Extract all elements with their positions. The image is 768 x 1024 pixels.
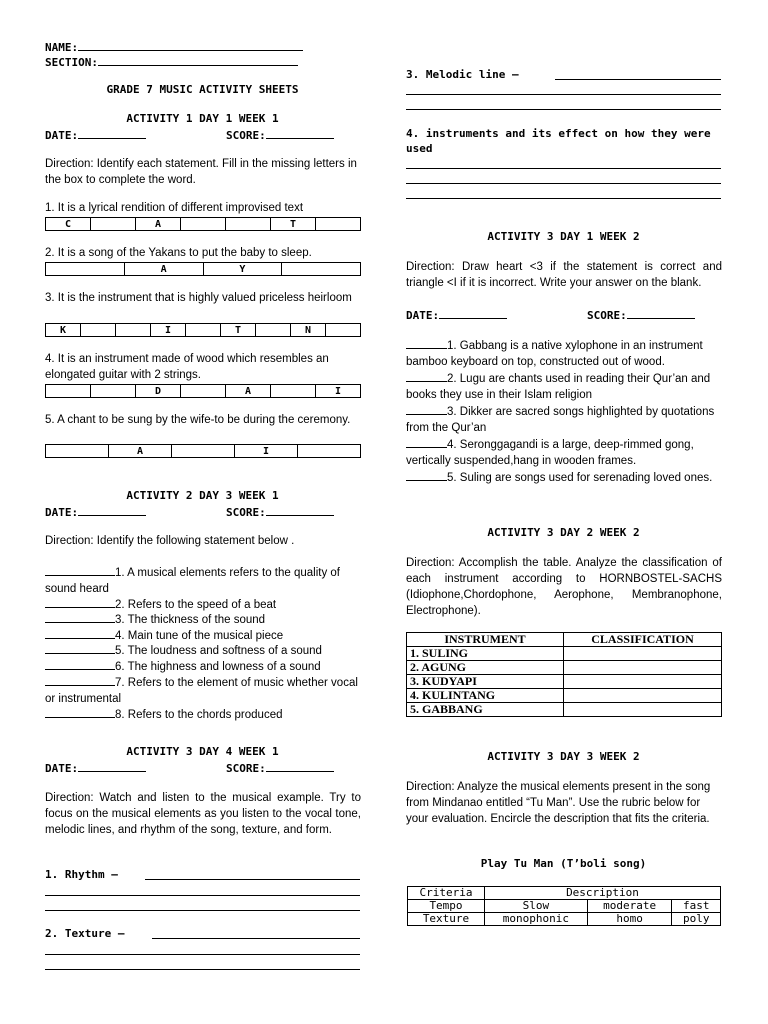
act2-title: ACTIVITY 2 DAY 3 WEEK 1	[126, 489, 279, 502]
instrument-cell: 3. KUDYAPI	[407, 675, 564, 689]
act1-q5: 5. A chant to be sung by the wife-to be during the ceremony.	[45, 414, 351, 426]
list-item: 2. Refers to the speed of a beat	[45, 596, 363, 613]
letter-box[interactable]	[181, 385, 226, 398]
letter-box[interactable]: A	[136, 218, 181, 231]
answer-blank[interactable]	[45, 627, 115, 639]
answer-blank[interactable]	[406, 436, 447, 448]
classification-cell[interactable]	[564, 647, 722, 661]
letter-box[interactable]: N	[291, 324, 326, 337]
act1-q4: 4. It is an instrument made of wood which resembles an elongated guitar with 2 strings.	[45, 353, 329, 381]
list-item: 3. The thickness of the sound	[45, 611, 363, 628]
song-title: Play Tu Man (T’boli song)	[480, 857, 647, 870]
instruments-label: 4. instruments and its effect on how they were used	[406, 127, 711, 155]
name-blank[interactable]	[78, 39, 303, 51]
option-cell[interactable]: moderate	[587, 900, 672, 913]
act3d1w2-title: ACTIVITY 3 DAY 1 WEEK 2	[487, 230, 640, 243]
act3d1w2-score-blank[interactable]	[627, 307, 695, 319]
act1-direction: Direction: Identify each statement. Fill in the missing letters in the box to complete the word.	[45, 158, 357, 186]
act3w1-direction: Direction: Watch and listen to the musical example. Try to focus on the musical elements as you listen to the vocal tone, melodic lines, and rhythm of the song, texture, and form.	[45, 792, 361, 836]
classification-header: CLASSIFICATION	[564, 633, 722, 647]
act3d3w2-title: ACTIVITY 3 DAY 3 WEEK 2	[487, 750, 640, 763]
answer-blank[interactable]	[406, 403, 447, 415]
answer-blank[interactable]	[45, 706, 115, 718]
texture-answer-line[interactable]	[45, 954, 360, 955]
act2-list	[45, 564, 363, 723]
letter-box[interactable]: A	[226, 385, 271, 398]
section-label: SECTION:	[45, 56, 98, 69]
letter-box[interactable]: D	[136, 385, 181, 398]
act3d3w2-direction: Direction: Analyze the musical elements present in the song from Mindanao entitled “Tu Man”. Use the rubric below for your evaluation. Encircle the description that fits the criteria.	[406, 781, 711, 825]
option-cell[interactable]: fast	[672, 900, 721, 913]
list-item: 5. The loudness and softness of a sound	[45, 642, 363, 659]
list-item: 6. The highness and lowness of a sound	[45, 658, 363, 675]
act1-score	[226, 127, 334, 142]
option-cell[interactable]: monophonic	[485, 913, 588, 926]
act2-date-label: DATE:	[45, 506, 79, 519]
act3d1w2-direction: Direction: Draw heart <3 if the statement is correct and triangle <I if it is incorrect. Write your answer on the blank.	[406, 261, 722, 289]
rhythm-label: 1. Rhythm –	[45, 868, 118, 881]
letter-box[interactable]	[46, 385, 91, 398]
letter-box[interactable]	[91, 385, 136, 398]
letter-box[interactable]: T	[271, 218, 316, 231]
letter-box[interactable]	[271, 385, 316, 398]
act2-date	[45, 504, 146, 519]
act1-q3-boxes	[45, 323, 361, 337]
melodic-answer-line[interactable]	[555, 79, 721, 80]
act1-date	[45, 127, 146, 142]
texture-label: 2. Texture –	[45, 927, 125, 940]
section-field[interactable]	[45, 54, 298, 69]
act3w1-date	[45, 760, 146, 775]
table-row	[407, 703, 722, 717]
classification-cell[interactable]	[564, 703, 722, 717]
act1-q5-boxes	[45, 444, 361, 458]
letter-box[interactable]	[116, 324, 151, 337]
act1-score-blank[interactable]	[266, 127, 334, 139]
page-title: GRADE 7 MUSIC ACTIVITY SHEETS	[106, 83, 299, 96]
instrument-cell: 2. AGUNG	[407, 661, 564, 675]
list-item: 8. Refers to the chords produced	[45, 706, 363, 723]
criteria-cell: Tempo	[408, 900, 485, 913]
option-cell[interactable]: poly	[672, 913, 721, 926]
act1-q2-boxes	[45, 262, 361, 276]
list-item: 5. Suling are songs used for serenading loved ones.	[406, 469, 722, 486]
answer-blank[interactable]	[406, 370, 447, 382]
list-item: 2. Lugu are chants used in reading their Qur’an and books they use in their Islam religion	[406, 370, 722, 403]
section-blank[interactable]	[98, 54, 298, 66]
letter-box[interactable]	[172, 445, 235, 458]
name-label: NAME:	[45, 41, 79, 54]
letter-box[interactable]: I	[316, 385, 361, 398]
classification-cell[interactable]	[564, 689, 722, 703]
act1-date-blank[interactable]	[78, 127, 146, 139]
letter-box[interactable]: A	[124, 263, 203, 276]
act3d2w2-title: ACTIVITY 3 DAY 2 WEEK 2	[487, 526, 640, 539]
rhythm-answer-line[interactable]	[145, 879, 360, 880]
act1-date-label: DATE:	[45, 129, 79, 142]
act1-q2: 2. It is a song of the Yakans to put the baby to sleep.	[45, 247, 312, 259]
act1-score-label: SCORE:	[226, 129, 266, 142]
act3w1-date-label: DATE:	[45, 762, 79, 775]
letter-box[interactable]	[181, 218, 226, 231]
criteria-header: Criteria	[408, 887, 485, 900]
answer-blank[interactable]	[45, 658, 115, 670]
option-cell[interactable]: Slow	[485, 900, 588, 913]
criteria-cell: Texture	[408, 913, 485, 926]
texture-answer-line[interactable]	[152, 938, 360, 939]
act1-q3: 3. It is the instrument that is highly valued priceless heirloom	[45, 292, 352, 304]
answer-blank[interactable]	[45, 564, 115, 576]
letter-box[interactable]: K	[46, 324, 81, 337]
melodic-answer-line[interactable]	[406, 94, 721, 95]
act2-score-label: SCORE:	[226, 506, 266, 519]
table-row	[408, 900, 721, 913]
instruments-answer-line[interactable]	[406, 168, 721, 169]
answer-blank[interactable]	[406, 469, 447, 481]
letter-box[interactable]: I	[235, 445, 298, 458]
table-row	[407, 647, 722, 661]
act3w1-score	[226, 760, 334, 775]
act2-date-blank[interactable]	[78, 504, 146, 516]
instrument-cell: 1. SULING	[407, 647, 564, 661]
table-header-row	[407, 633, 722, 647]
instrument-cell: 5. GABBANG	[407, 703, 564, 717]
act3d1w2-date-blank[interactable]	[439, 307, 507, 319]
option-cell[interactable]: homo	[587, 913, 672, 926]
act1-title: ACTIVITY 1 DAY 1 WEEK 1	[126, 112, 279, 125]
act1-q1-boxes	[45, 217, 361, 231]
act3w1-title: ACTIVITY 3 DAY 4 WEEK 1	[126, 745, 279, 758]
classification-cell[interactable]	[564, 661, 722, 675]
table-header-row	[408, 887, 721, 900]
letter-box[interactable]	[316, 218, 361, 231]
list-item: 1. Gabbang is a native xylophone in an instrument bamboo keyboard on top, constructed out of wood.	[406, 337, 722, 370]
letter-box[interactable]: A	[109, 445, 172, 458]
classification-cell[interactable]	[564, 675, 722, 689]
list-item: 1. A musical elements refers to the quality of sound heard	[45, 564, 363, 597]
letter-box[interactable]	[256, 324, 291, 337]
letter-box[interactable]: Y	[203, 263, 282, 276]
answer-blank[interactable]	[45, 611, 115, 623]
melodic-answer-line[interactable]	[406, 109, 721, 110]
letter-box[interactable]: T	[221, 324, 256, 337]
letter-box[interactable]	[282, 263, 361, 276]
letter-box[interactable]	[186, 324, 221, 337]
table-row	[408, 913, 721, 926]
act3d1w2-date	[406, 307, 507, 322]
rubric-table	[407, 886, 721, 926]
instruments-answer-line[interactable]	[406, 198, 721, 199]
act3d1w2-date-label: DATE:	[406, 309, 440, 322]
act3w1-score-blank[interactable]	[266, 760, 334, 772]
act1-q1: 1. It is a lyrical rendition of different improvised text	[45, 202, 304, 214]
letter-box[interactable]	[226, 218, 271, 231]
table-row	[407, 675, 722, 689]
rhythm-answer-line[interactable]	[45, 895, 360, 896]
answer-blank[interactable]	[45, 642, 115, 654]
act3d1w2-list	[406, 337, 722, 486]
answer-blank[interactable]	[406, 337, 447, 349]
answer-blank[interactable]	[45, 674, 115, 686]
letter-box[interactable]	[298, 445, 361, 458]
act3d1w2-score-label: SCORE:	[587, 309, 627, 322]
act3w1-date-blank[interactable]	[78, 760, 146, 772]
letter-box[interactable]	[81, 324, 116, 337]
list-item: 4. Main tune of the musical piece	[45, 627, 363, 644]
act2-score	[226, 504, 334, 519]
instrument-header: INSTRUMENT	[407, 633, 564, 647]
list-item: 7. Refers to the element of music whether vocal or instrumental	[45, 674, 363, 707]
texture-answer-line[interactable]	[45, 969, 360, 970]
table-row	[407, 661, 722, 675]
letter-box[interactable]	[91, 218, 136, 231]
act2-direction: Direction: Identify the following statement below .	[45, 535, 295, 547]
table-row	[407, 689, 722, 703]
rhythm-answer-line[interactable]	[45, 910, 360, 911]
letter-box[interactable]: C	[46, 218, 91, 231]
act3d1w2-score	[587, 307, 695, 322]
act3d2w2-direction: Direction: Accomplish the table. Analyze the classification of each instrument according to HORNBOSTEL-SACHS (Idiophone,Chordophone, Aerophone, Membranophone, Electrophone).	[406, 557, 722, 617]
letter-box[interactable]	[46, 445, 109, 458]
act1-q4-boxes	[45, 384, 361, 398]
letter-box[interactable]	[326, 324, 361, 337]
act2-score-blank[interactable]	[266, 504, 334, 516]
instruments-answer-line[interactable]	[406, 183, 721, 184]
instrument-cell: 4. KULINTANG	[407, 689, 564, 703]
classification-table	[406, 632, 722, 717]
letter-box[interactable]: I	[151, 324, 186, 337]
answer-blank[interactable]	[45, 596, 115, 608]
description-header: Description	[485, 887, 721, 900]
melodic-label: 3. Melodic line –	[406, 68, 519, 81]
act3w1-score-label: SCORE:	[226, 762, 266, 775]
letter-box[interactable]	[46, 263, 125, 276]
list-item: 3. Dikker are sacred songs highlighted by quotations from the Qur’an	[406, 403, 722, 436]
name-field[interactable]	[45, 39, 303, 54]
list-item: 4. Seronggagandi is a large, deep-rimmed gong, vertically suspended,hang in wooden frames.	[406, 436, 722, 469]
